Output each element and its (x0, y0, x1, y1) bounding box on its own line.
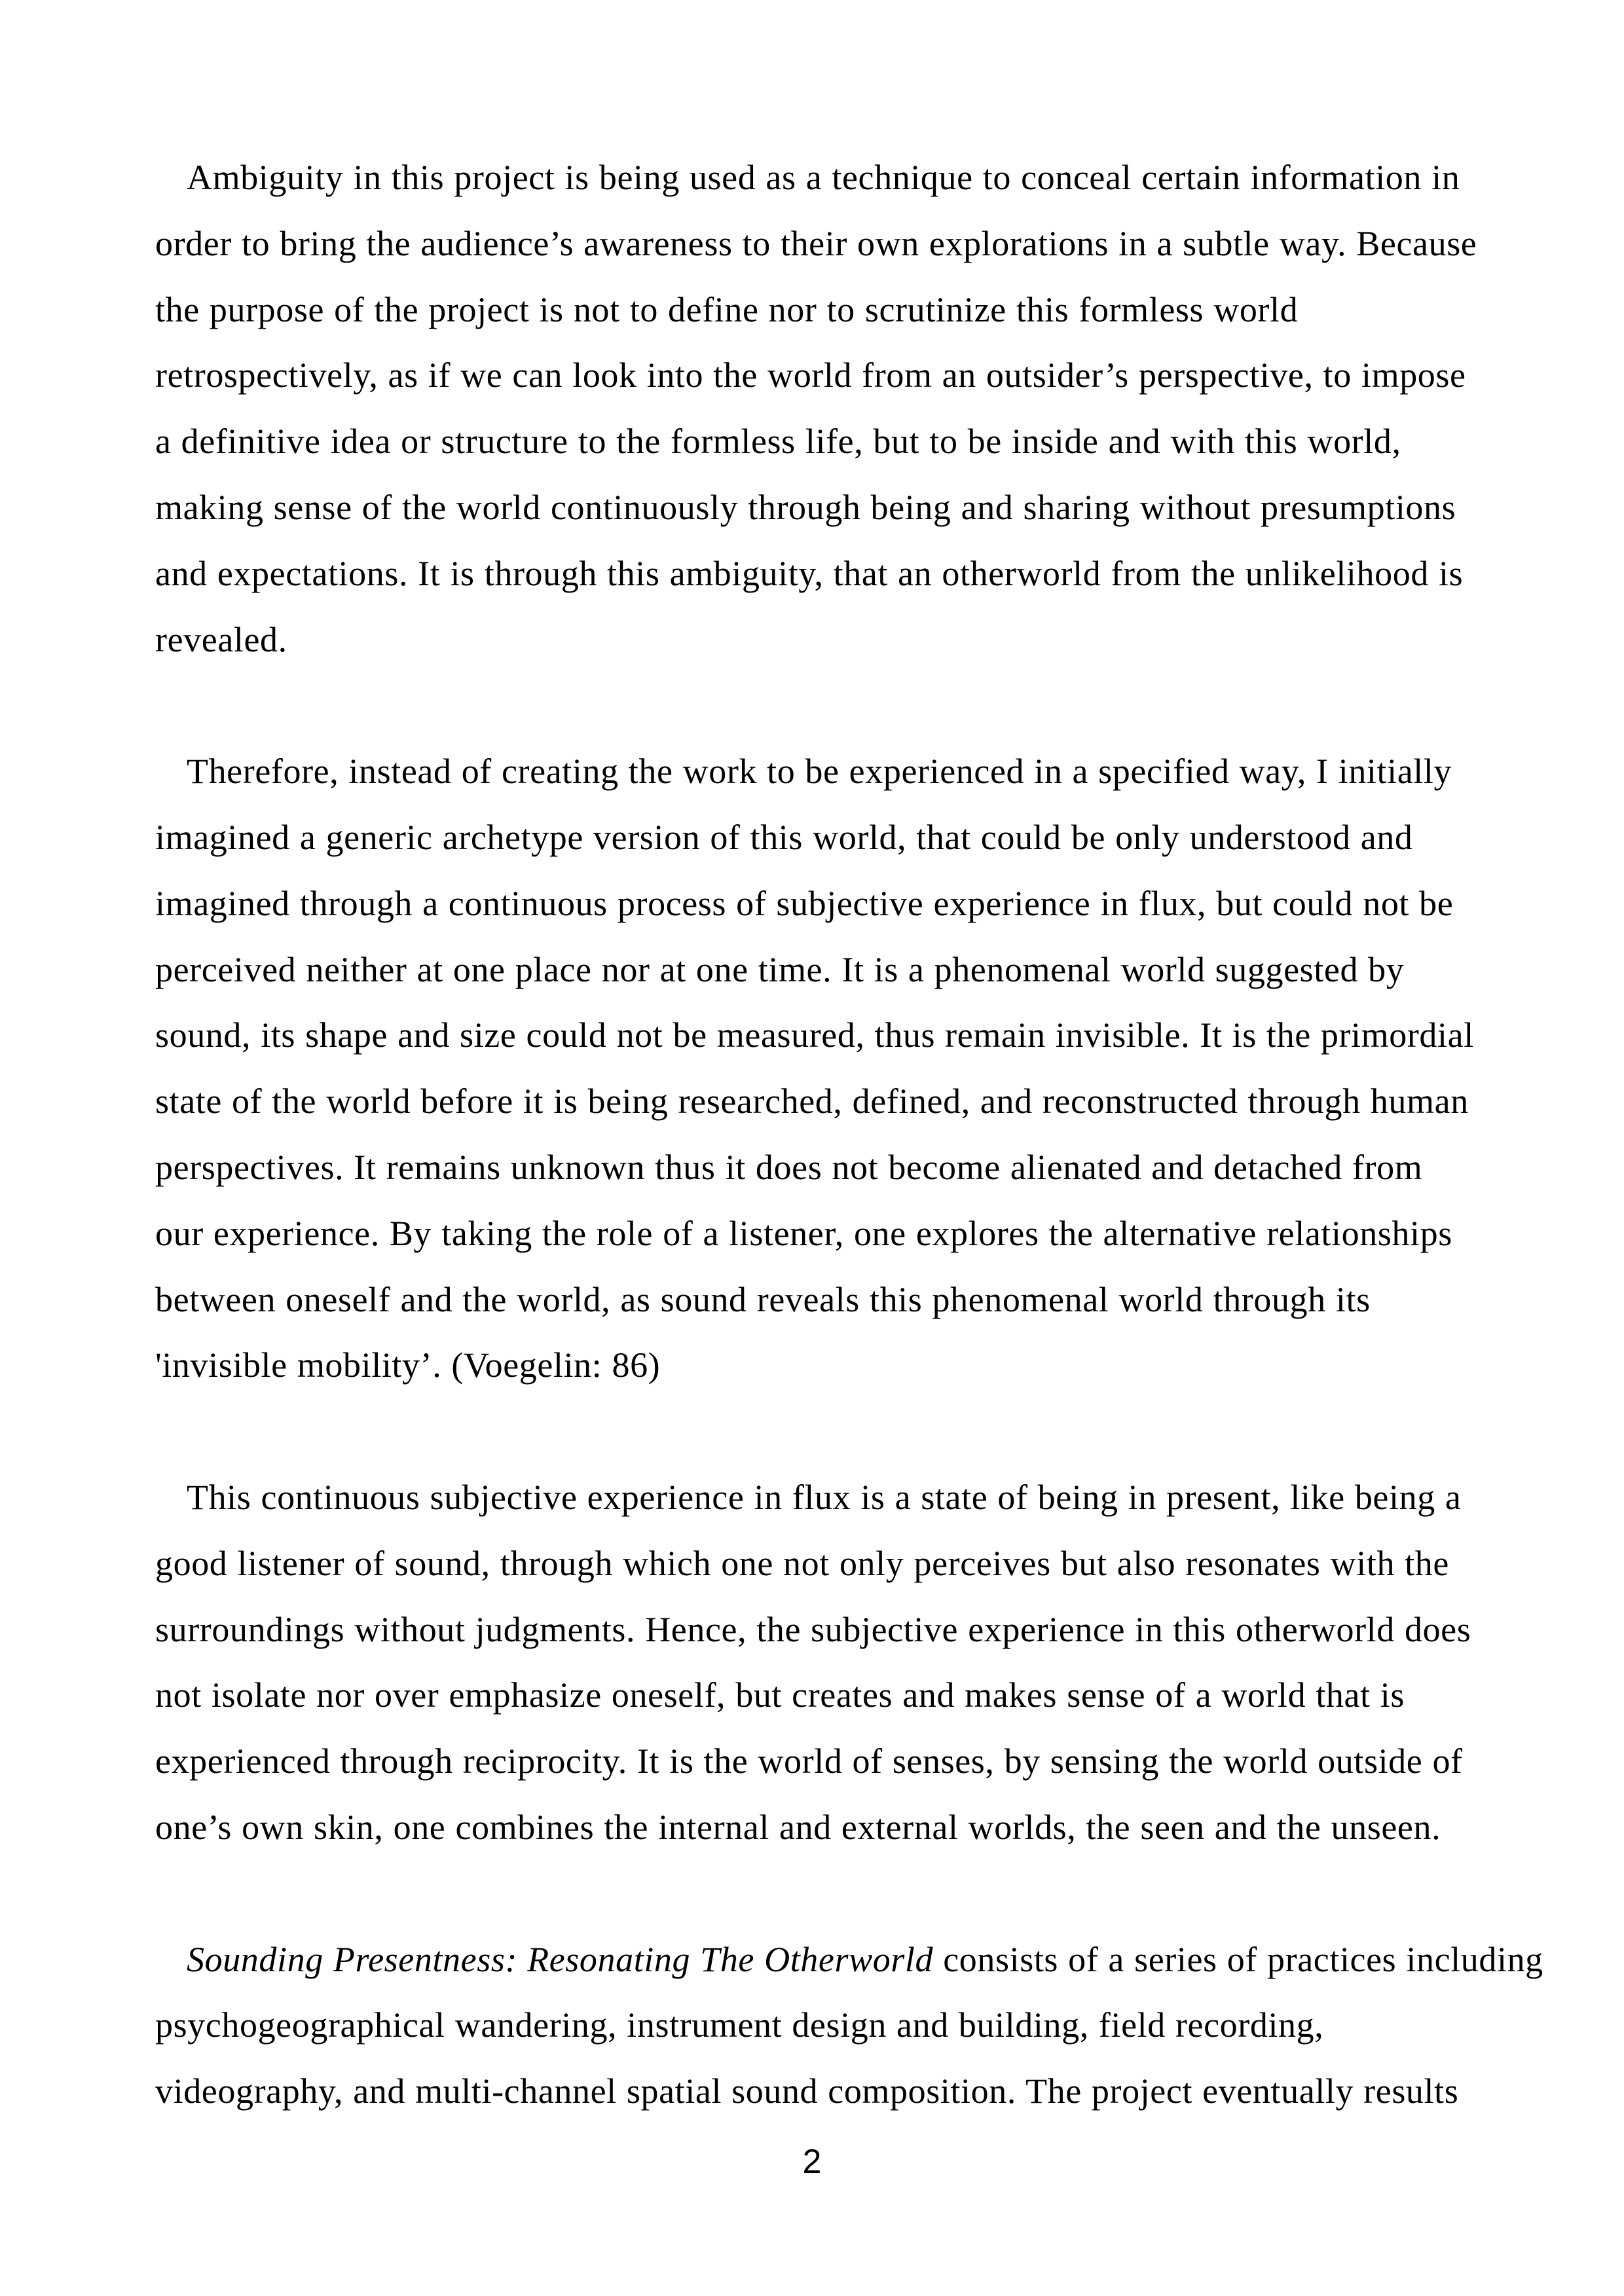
text-line: making sense of the world continuously through being and sharing without presumptions (155, 487, 1456, 527)
text-line: Ambiguity in this project is being used as a technique to conceal certain information in (187, 158, 1460, 197)
text-line: 'invisible mobility’. (Voegelin: 86) (155, 1345, 661, 1385)
document-body (155, 145, 1543, 2124)
paragraph-spacer (155, 672, 1485, 738)
text-line: our experience. By taking the role of a listener, one explores the alternative relationships (155, 1213, 1452, 1253)
text-line: and expectations. It is through this ambiguity, that an otherworld from the unlikelihood is (155, 553, 1464, 593)
text-line: imagined through a continuous process of subjective experience in flux, but could not be (155, 883, 1454, 923)
text-line: perspectives. It remains unknown thus it does not become alienated and detached from (155, 1147, 1423, 1187)
text-line: imagined a generic archetype version of this world, that could be only understood and (155, 817, 1413, 857)
paragraph (155, 1927, 1543, 2124)
text-line (155, 1927, 1543, 1993)
paragraph-spacer (155, 1861, 1485, 1927)
text-line: good listener of sound, through which one not only perceives but also resonates with the (155, 1543, 1449, 1583)
paragraph (155, 1465, 1485, 1861)
page-number: 2 (802, 2143, 822, 2181)
text-line: experienced through reciprocity. It is the world of senses, by sensing the world outside of (155, 1741, 1463, 1781)
text-line-rest: consists of a series of practices including (933, 1939, 1543, 1979)
paragraph (155, 145, 1485, 672)
text-line: revealed. (155, 619, 287, 659)
text-line: state of the world before it is being researched, defined, and reconstructed through human (155, 1082, 1469, 1121)
text-line: This continuous subjective experience in flux is a state of being in present, like being a (187, 1477, 1462, 1517)
text-line: a definitive idea or structure to the formless life, but to be inside and with this world, (155, 422, 1401, 462)
text-line: Therefore, instead of creating the work to be experienced in a specified way, I initially (187, 752, 1452, 792)
text-line: retrospectively, as if we can look into the world from an outsider’s perspective, to impose (155, 355, 1466, 395)
text-line: perceived neither at one place nor at one time. It is a phenomenal world suggested by (155, 949, 1405, 989)
text-line: order to bring the audience’s awareness to their own explorations in a subtle way. Because (155, 223, 1477, 263)
text-line: the purpose of the project is not to define nor to scrutinize this formless world (155, 289, 1299, 329)
text-line: sound, its shape and size could not be measured, thus remain invisible. It is the primordial (155, 1015, 1474, 1055)
text-line: not isolate nor over emphasize oneself, but creates and makes sense of a world that is (155, 1675, 1405, 1715)
paragraph (155, 738, 1485, 1398)
text-line: videography, and multi-channel spatial sound composition. The project eventually results (155, 2071, 1459, 2111)
text-line: between oneself and the world, as sound reveals this phenomenal world through its (155, 1279, 1371, 1319)
text-line: surroundings without judgments. Hence, the subjective experience in this otherworld does (155, 1609, 1471, 1649)
work-title: Sounding Presentness: Resonating The Otherworld (187, 1939, 934, 1979)
text-line: psychogeographical wandering, instrument design and building, field recording, (155, 2005, 1324, 2045)
paragraph-spacer (155, 1398, 1485, 1465)
text-line: one’s own skin, one combines the internal and external worlds, the seen and the unseen. (155, 1807, 1441, 1847)
